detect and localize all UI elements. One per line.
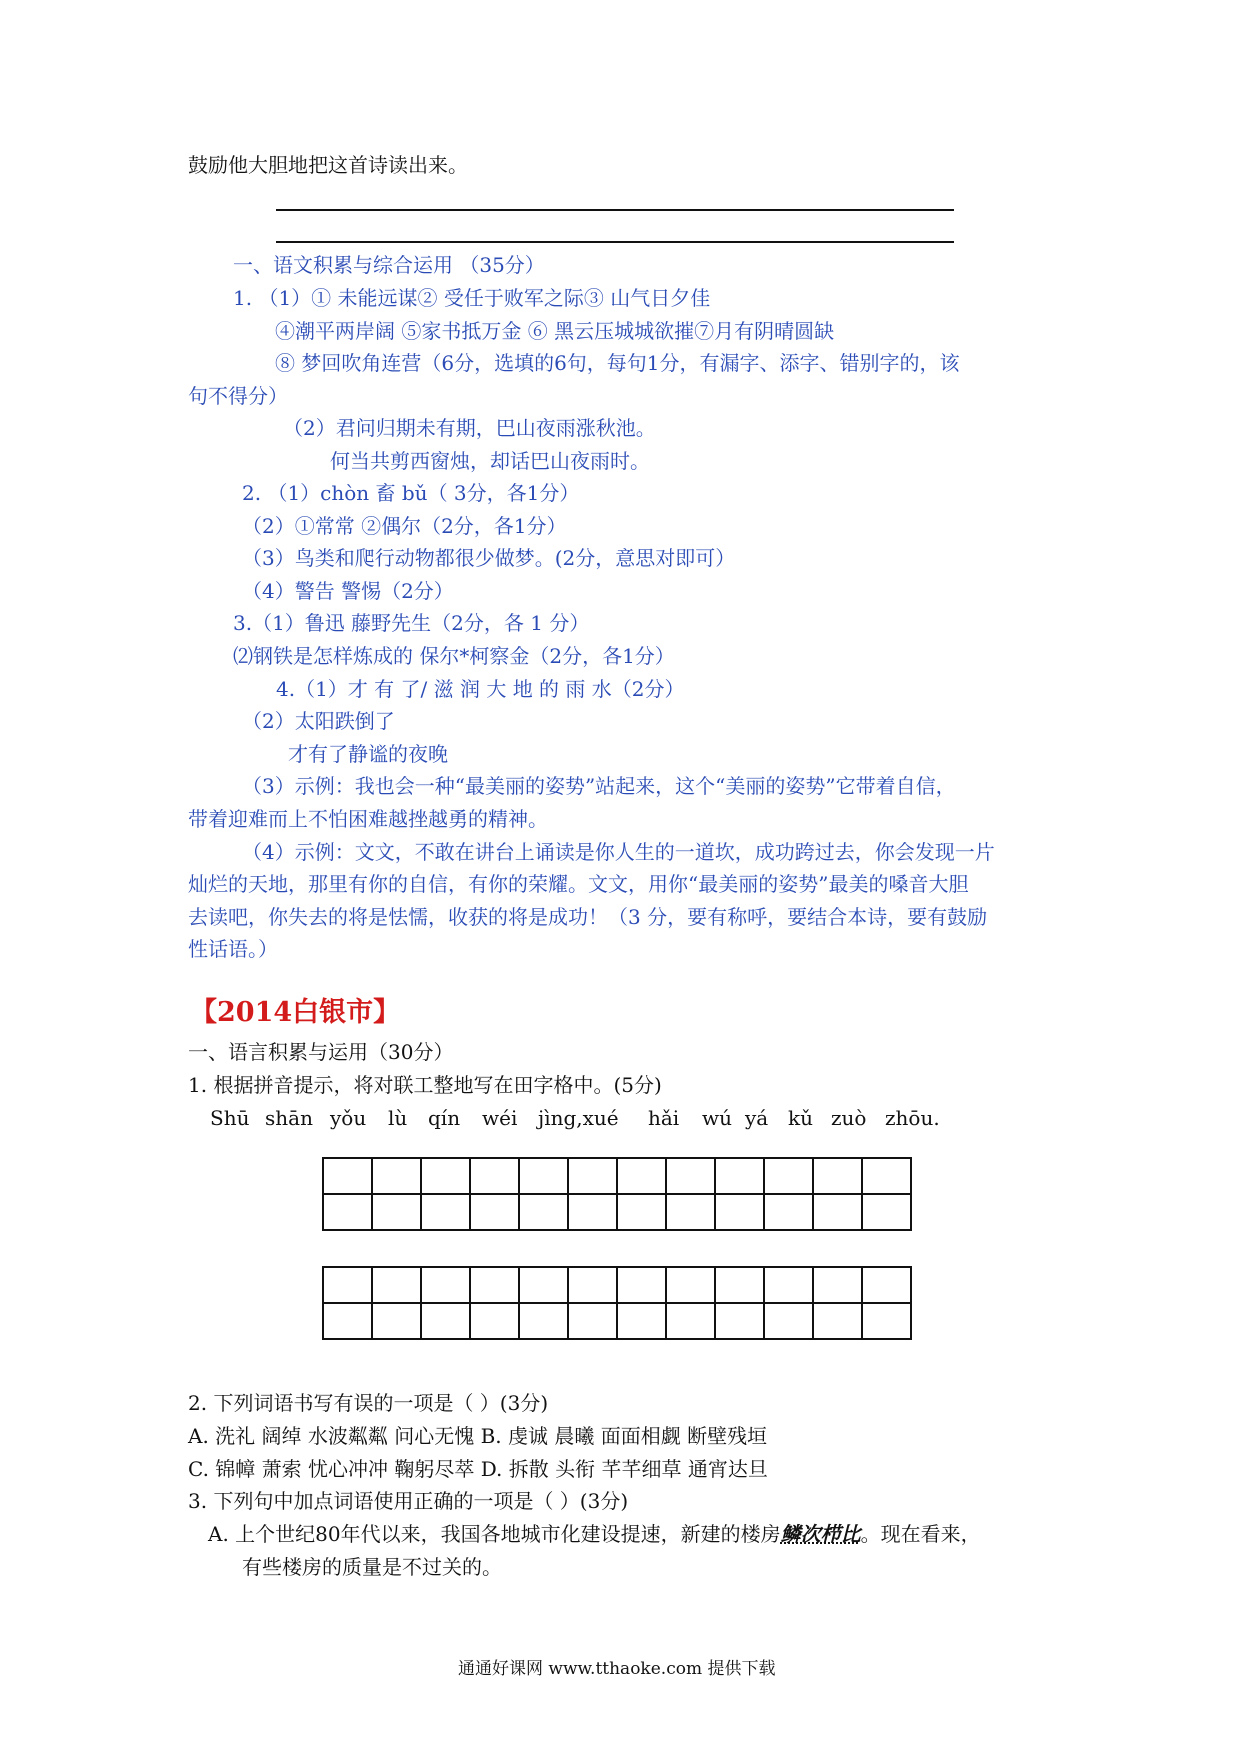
intro-line: 鼓励他大胆地把这首诗读出来。 xyxy=(188,153,468,177)
exam-q2-options-cd: C. 锦幛 萧索 忧心冲冲 鞠躬尽萃 D. 拆散 头衔 芊芊细草 通宵达旦 xyxy=(188,1457,768,1481)
answer-line-2 xyxy=(276,241,954,243)
answer-q2-1: 2. （1）chòn 畜 bǔ（ 3分，各1分） xyxy=(242,481,580,505)
pinyin-syllable: wéi xyxy=(482,1106,518,1130)
exam-q3-option-a xyxy=(208,1521,981,1547)
answer-q1-1a: 1. （1）① 未能远谋② 受任于败军之际③ 山气日夕佳 xyxy=(233,286,711,310)
character-grid-lower[interactable] xyxy=(322,1266,912,1340)
answers-section-title: 一、语文积累与综合运用 （35分） xyxy=(233,253,545,277)
exam-heading: 【2014白银市】 xyxy=(190,997,401,1028)
answer-q2-3: （3）鸟类和爬行动物都很少做梦。(2分，意思对即可） xyxy=(242,546,736,570)
pinyin-syllable: Shū xyxy=(210,1106,250,1130)
exam-q1: 1. 根据拼音提示，将对联工整地写在田字格中。(5分) xyxy=(188,1073,662,1097)
pinyin-syllable: kǔ xyxy=(788,1106,813,1130)
pinyin-syllable: shān xyxy=(265,1106,313,1130)
pinyin-syllable: yá xyxy=(745,1106,769,1130)
answer-q4-4d: 性话语。） xyxy=(188,937,278,961)
pinyin-syllable: qín xyxy=(428,1106,461,1130)
answer-q2-4: （4）警告 警惕（2分） xyxy=(242,579,454,603)
exam-q3: 3. 下列句中加点词语使用正确的一项是（ ）(3分) xyxy=(188,1489,629,1513)
answer-q2-2: （2）①常常 ②偶尔（2分，各1分） xyxy=(242,514,567,538)
answer-q4-3a: （3）示例：我也会一种“最美丽的姿势”站起来，这个“美丽的姿势”它带着自信， xyxy=(242,774,956,798)
pinyin-syllable: yǒu xyxy=(330,1106,367,1130)
answer-q3-1: 3.（1）鲁迅 藤野先生（2分，各 1 分） xyxy=(233,611,590,635)
answer-q3-2: ⑵钢铁是怎样炼成的 保尔*柯察金（2分，各1分） xyxy=(233,644,675,668)
option-a-text-before: A. 上个世纪80年代以来，我国各地城市化建设提速，新建的楼房 xyxy=(208,1522,781,1546)
exam-q2: 2. 下列词语书写有误的一项是（ ）(3分) xyxy=(188,1391,549,1415)
footer-credit: 通通好课网 www.tthaoke.com 提供下载 xyxy=(458,1659,776,1679)
answer-q4-1: 4.（1）才 有 了/ 滋 润 大 地 的 雨 水（2分） xyxy=(276,677,685,701)
exam-section-title: 一、语言积累与运用（30分） xyxy=(188,1040,454,1064)
answer-q1-1b: ④潮平两岸阔 ⑤家书抵万金 ⑥ 黑云压城城欲摧⑦月有阴晴圆缺 xyxy=(275,319,835,343)
answer-line-1 xyxy=(276,209,954,211)
pinyin-syllable: zhōu. xyxy=(885,1106,940,1130)
answer-q1-1c: ⑧ 梦回吹角连营（6分，选填的6句，每句1分，有漏字、添字、错别字的，该 xyxy=(275,351,960,375)
answer-q4-4b: 灿烂的天地，那里有你的自信，有你的荣耀。文文，用你“最美丽的姿势”最美的嗓音大胆 xyxy=(188,872,969,896)
pinyin-syllable: jìng,xué xyxy=(538,1106,619,1130)
option-a-text-after: 。现在看来， xyxy=(860,1522,981,1546)
dotted-phrase: 鳞次栉比 xyxy=(780,1522,861,1546)
answer-q1-2a: （2）君问归期未有期，巴山夜雨涨秋池。 xyxy=(283,416,656,440)
answer-q4-3b: 带着迎难而上不怕困难越挫越勇的精神。 xyxy=(188,807,548,831)
answer-q4-2a: （2）太阳跌倒了 xyxy=(242,709,395,733)
answer-q4-2b: 才有了静谧的夜晚 xyxy=(288,742,448,766)
pinyin-syllable: hǎi xyxy=(648,1106,680,1130)
answer-q4-4c: 去读吧，你失去的将是怯懦，收获的将是成功！（3 分，要有称呼，要结合本诗，要有鼓励 xyxy=(188,905,988,929)
pinyin-syllable: lù xyxy=(388,1106,408,1130)
pinyin-syllable: zuò xyxy=(831,1106,867,1130)
answer-q1-1d: 句不得分） xyxy=(188,384,288,408)
character-grid-upper[interactable] xyxy=(322,1157,912,1231)
exam-q3-option-a-line2: 有些楼房的质量是不过关的。 xyxy=(242,1555,502,1579)
answer-q1-2b: 何当共剪西窗烛，却话巴山夜雨时。 xyxy=(330,449,650,473)
pinyin-syllable: wú xyxy=(702,1106,732,1130)
exam-q2-options-ab: A. 洗礼 阔绰 水波粼粼 问心无愧 B. 虔诚 晨曦 面面相觑 断壁残垣 xyxy=(188,1424,768,1448)
answer-q4-4a: （4）示例：文文，不敢在讲台上诵读是你人生的一道坎，成功跨过去，你会发现一片 xyxy=(242,840,995,864)
